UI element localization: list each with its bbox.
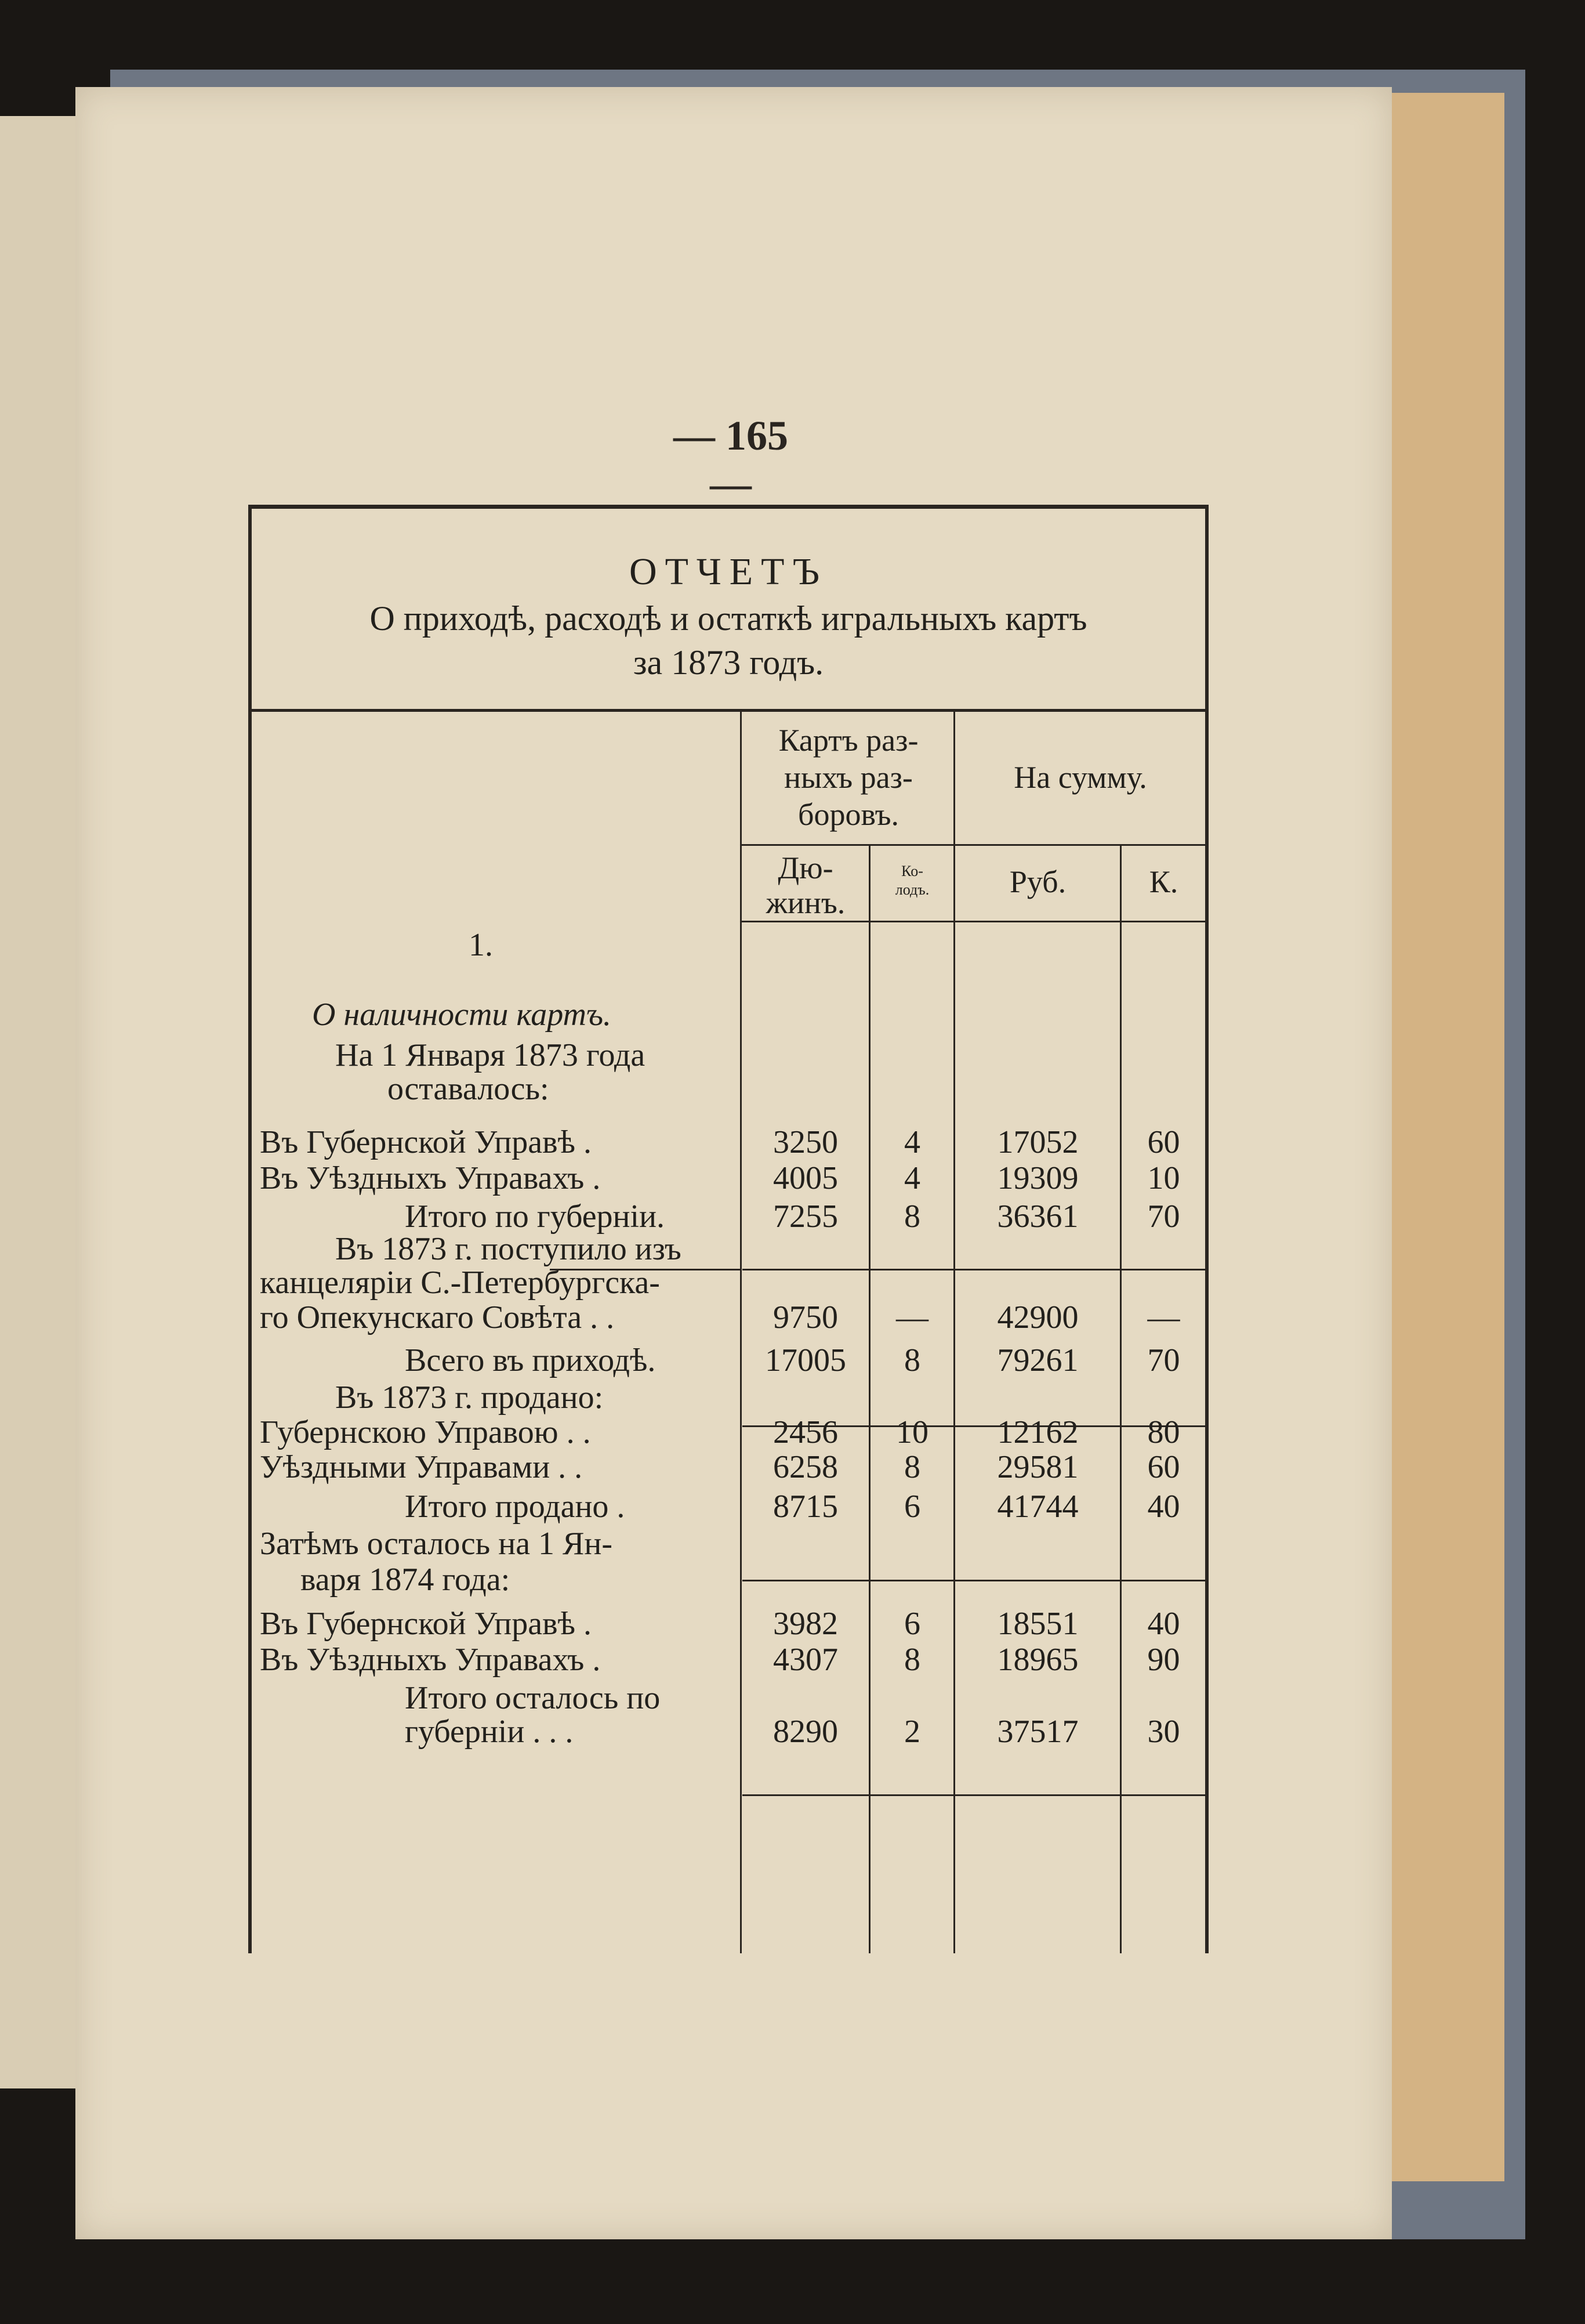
row-label: Въ 1873 г. продано: — [335, 1380, 604, 1416]
row-label: Въ Уѣздныхъ Управахъ . — [260, 1160, 601, 1196]
row-label: Затѣмъ осталось на 1 Ян- — [260, 1526, 613, 1562]
title-divider — [248, 709, 1209, 712]
row-decks: 8 — [904, 1642, 920, 1678]
row-rub: 79261 — [997, 1342, 1079, 1378]
row-decks: 4 — [904, 1124, 920, 1160]
total-rule-1-nums — [742, 1269, 1205, 1270]
total-rule-4 — [742, 1794, 1205, 1796]
report-table — [248, 505, 1209, 1953]
rule-cards — [953, 712, 955, 1953]
row-label: Всего въ приходѣ. — [405, 1342, 656, 1378]
total-rule-3 — [742, 1580, 1205, 1581]
row-decks: 8 — [904, 1449, 920, 1485]
rule-label — [740, 712, 742, 1953]
row-dozens: 2456 — [773, 1414, 838, 1450]
page-stack-edge — [1380, 93, 1504, 2181]
row-label: Въ Губернской Управѣ . — [260, 1124, 592, 1160]
row-rub: 19309 — [997, 1160, 1079, 1196]
header-cards-1: Картъ раз- — [778, 723, 919, 758]
row-label: Въ 1873 г. поступило изъ — [335, 1231, 681, 1267]
row-rub: 18551 — [997, 1606, 1079, 1642]
row-kop: 60 — [1147, 1449, 1180, 1485]
header-dozens-1: Дю- — [778, 850, 833, 885]
row-label: Итого по губерніи. — [405, 1199, 665, 1235]
table-right-border — [1205, 509, 1209, 1953]
rule-rub — [1120, 845, 1122, 1953]
row-rub: 12162 — [997, 1414, 1079, 1450]
section-heading: О наличности картъ. — [312, 997, 612, 1033]
row-label: Губернскою Управою . . — [260, 1414, 591, 1450]
row-kop: 40 — [1147, 1606, 1180, 1642]
row-decks: 8 — [904, 1199, 920, 1235]
header-kop: К. — [1149, 864, 1178, 899]
row-label: Въ Губернской Управѣ . — [260, 1606, 592, 1642]
row-label: го Опекунскаго Совѣта . . — [260, 1299, 615, 1335]
row-kop: 80 — [1147, 1414, 1180, 1450]
row-decks: 2 — [904, 1714, 920, 1750]
row-kop: 70 — [1147, 1199, 1180, 1235]
row-rub: 37517 — [997, 1714, 1079, 1750]
row-kop: 30 — [1147, 1714, 1180, 1750]
row-kop: 60 — [1147, 1124, 1180, 1160]
header-subrule — [740, 844, 1205, 846]
row-dozens: 7255 — [773, 1199, 838, 1235]
row-label: канцеляріи С.-Петербургска- — [260, 1265, 660, 1301]
row-decks: 6 — [904, 1489, 920, 1525]
header-cards-3: боровъ. — [797, 797, 900, 832]
report-title: ОТЧЕТЪ — [629, 551, 828, 593]
row-dozens: 4005 — [773, 1160, 838, 1196]
row-label: оставалось: — [387, 1071, 549, 1107]
header-rub: Руб. — [1009, 864, 1067, 899]
row-rub: 17052 — [997, 1124, 1079, 1160]
row-kop: — — [1147, 1299, 1180, 1335]
row-kop: 10 — [1147, 1160, 1180, 1196]
row-label: Итого продано . — [405, 1489, 625, 1525]
row-rub: 42900 — [997, 1299, 1079, 1335]
row-label: варя 1874 года: — [300, 1562, 510, 1598]
row-label: губерніи . . . — [405, 1714, 574, 1750]
row-dozens: 17005 — [765, 1342, 846, 1378]
row-decks: 10 — [896, 1414, 928, 1450]
row-rub: 41744 — [997, 1489, 1079, 1525]
header-bottom-rule — [740, 921, 1205, 922]
row-label: На 1 Января 1873 года — [335, 1037, 645, 1073]
header-dozens-2: жинъ. — [766, 885, 846, 920]
row-dozens: 4307 — [773, 1642, 838, 1678]
section-number: 1. — [469, 927, 493, 963]
header-sum: На сумму. — [1014, 760, 1147, 795]
row-rub: 29581 — [997, 1449, 1079, 1485]
row-dozens: 3982 — [773, 1606, 838, 1642]
book-page — [75, 87, 1392, 2239]
row-rub: 18965 — [997, 1642, 1079, 1678]
row-rub: 36361 — [997, 1199, 1079, 1235]
header-decks-2: лодъ. — [895, 881, 930, 898]
row-label: Въ Уѣздныхъ Управахъ . — [260, 1642, 601, 1678]
header-decks-1: Ко- — [901, 863, 923, 879]
row-dozens: 6258 — [773, 1449, 838, 1485]
header-cards-2: ныхъ раз- — [784, 760, 913, 795]
row-dozens: 3250 — [773, 1124, 838, 1160]
report-subtitle-2: за 1873 годъ. — [633, 643, 824, 682]
row-decks: 4 — [904, 1160, 920, 1196]
row-decks: 8 — [904, 1342, 920, 1378]
report-subtitle-1: О приходѣ, расходѣ и остаткѣ игральныхъ картъ — [369, 599, 1087, 638]
page-number: — 165 — — [673, 412, 788, 507]
table-left-border — [248, 509, 252, 1953]
row-kop: 70 — [1147, 1342, 1180, 1378]
row-dozens: 8715 — [773, 1489, 838, 1525]
row-dozens: 8290 — [773, 1714, 838, 1750]
row-label: Уѣздными Управами . . — [260, 1449, 583, 1485]
row-decks: — — [896, 1299, 928, 1335]
row-dozens: 9750 — [773, 1299, 838, 1335]
row-kop: 90 — [1147, 1642, 1180, 1678]
row-kop: 40 — [1147, 1489, 1180, 1525]
rule-dozens — [869, 845, 871, 1953]
row-decks: 6 — [904, 1606, 920, 1642]
left-page-edge — [0, 116, 79, 2088]
row-label: Итого осталось по — [405, 1680, 661, 1716]
